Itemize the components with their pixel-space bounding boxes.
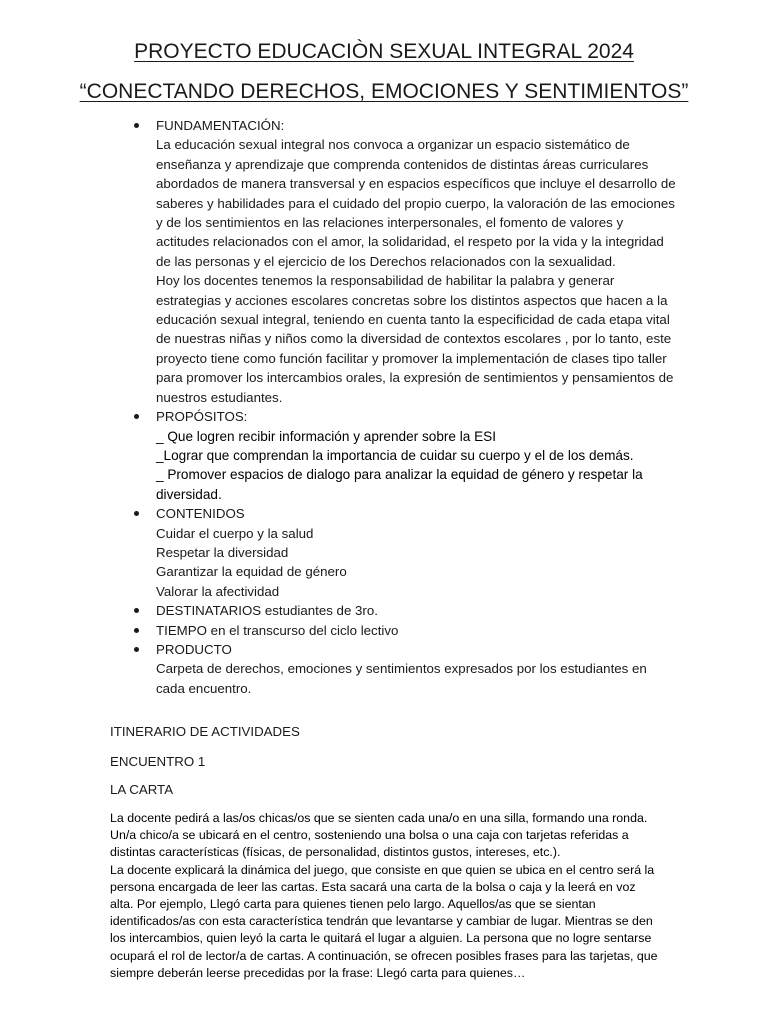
section-producto xyxy=(156,640,676,698)
actividad-paragraph-1: La docente pedirá a las/os chicas/os que se sienten cada una/o en una silla, formando una ronda. Un/a chico/a se ubicará en el centro, sosteniendo una bolsa o una caja con tarjetas referidas a distintas características (físicas, de personalidad, distintos gustos, intereses, etc.). xyxy=(110,811,648,860)
proposito-item: _Lograr que comprendan la importancia de cuidar su cuerpo y el de los demás. xyxy=(156,447,634,463)
itinerario-heading: ITINERARIO DE ACTIVIDADES xyxy=(110,724,300,739)
section-tiempo xyxy=(156,621,676,640)
actividad-title: LA CARTA xyxy=(110,782,174,797)
propositos-heading: PROPÓSITOS: xyxy=(156,409,248,425)
destinatarios-text: DESTINATARIOS estudiantes de 3ro. xyxy=(156,603,378,619)
section-propositos xyxy=(156,407,676,504)
document-title: PROYECTO EDUCACIÒN SEXUAL INTEGRAL 2024 xyxy=(134,40,634,63)
fundamentacion-paragraph-1: La educación sexual integral nos convoca a organizar un espacio sistemático de enseñanza y aprendizaje que comprenda contenidos de distintas áreas curriculares abordados de manera transversal y en espacios específicos que incluye el desarrollo de saberes y habilidades para el cuidado del propio cuerpo, la valoración de las emociones y de los sentimientos en las relaciones interpersonales, el fomento de valores y actitudes relacionados con el amor, la solidaridad, el respeto por la vida y la integridad de las personas y el ejercicio de los Derechos relacionados con la sexualidad. xyxy=(156,137,676,269)
section-fundamentacion xyxy=(156,116,676,407)
section-destinatarios xyxy=(156,601,676,620)
project-subtitle: “CONECTANDO DERECHOS, EMOCIONES Y SENTIMIENTOS” xyxy=(79,80,689,103)
contenido-item: Cuidar el cuerpo y la salud xyxy=(156,525,314,541)
tiempo-text: TIEMPO en el transcurso del ciclo lectivo xyxy=(156,622,399,638)
producto-heading: PRODUCTO xyxy=(156,641,232,657)
fundamentacion-paragraph-2: Hoy los docentes tenemos la responsabilidad de habilitar la palabra y generar estrategias y acciones escolares concretas sobre los distintos aspectos que hacen a la educación sexual integral, teniendo en cuenta tanto la especificidad de cada etapa vital de nuestras niñas y niños como la diversidad de contextos escolares , por lo tanto, este proyecto tiene como función facilitar y promover la implementación de clases tipo taller para promover los intercambios orales, la expresión de sentimientos y pensamientos de nuestros estudiantes. xyxy=(156,273,674,405)
contenidos-heading: CONTENIDOS xyxy=(156,506,245,522)
producto-text: Carpeta de derechos, emociones y sentimientos expresados por los estudiantes en cada encuentro. xyxy=(156,661,647,696)
actividad-body xyxy=(110,810,660,982)
contenido-item: Valorar la afectividad xyxy=(156,583,280,599)
proposito-item: _ Promover espacios de dialogo para analizar la equidad de género y respetar la diversidad. xyxy=(156,467,643,502)
section-list xyxy=(156,116,676,698)
encuentro-heading: ENCUENTRO 1 xyxy=(110,754,206,769)
contenido-item: Garantizar la equidad de género xyxy=(156,564,347,580)
actividad-paragraph-2: La docente explicará la dinámica del juego, que consiste en que quien se ubica en el centro será la persona encargada de leer las cartas. Esta sacará una carta de la bolsa o caja y la leerá en voz alta. Por ejemplo, Llegó carta para quienes tienen pelo largo. Aquellos/as que se sientan identificados/as con esta característica tendrán que levantarse y cambiar de lugar. Mientras se den los intercambios, quien leyó la carta le quitará el lugar a alguien. La persona que no logre sentarse ocupará el rol de lector/a de cartas. A continuación, se ofrecen posibles frases para las tarjetas, que siempre deberán leerse precedidas por la frase: Llegó carta para quienes… xyxy=(110,862,658,980)
proposito-item: _ Que logren recibir información y aprender sobre la ESI xyxy=(156,428,497,444)
fundamentacion-heading: FUNDAMENTACIÓN: xyxy=(156,118,285,133)
section-contenidos xyxy=(156,504,676,601)
contenido-item: Respetar la diversidad xyxy=(156,544,289,560)
